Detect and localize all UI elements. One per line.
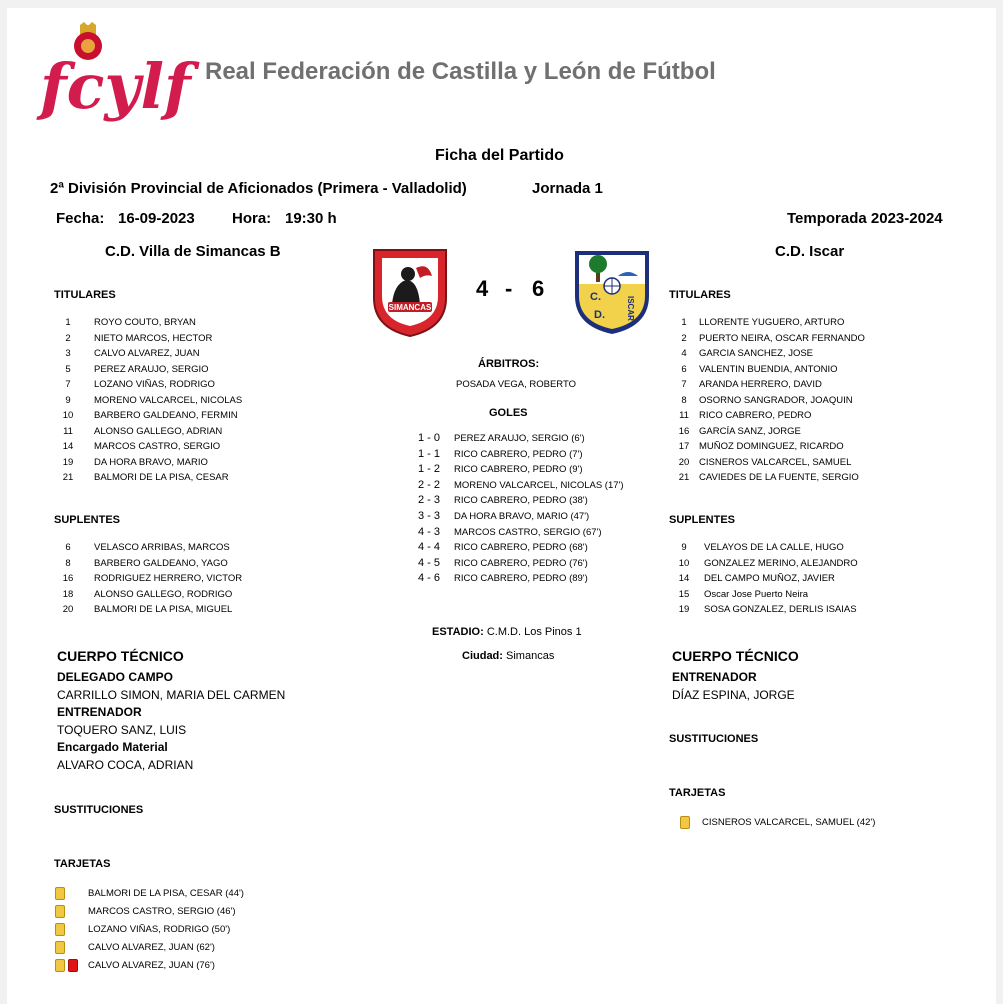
player-row: 21 CAVIEDES DE LA FUENTE, SERGIO <box>678 472 859 483</box>
staff-role: DELEGADO CAMPO <box>57 670 174 684</box>
card-row: CALVO ALVAREZ, JUAN (62') <box>55 939 355 957</box>
competition: 2ª División Provincial de Aficionados (Primera - Valladolid) <box>50 180 467 197</box>
goals-heading: GOLES <box>489 407 528 419</box>
yellow-card-icon <box>55 905 65 918</box>
staff-name: ALVARO COCA, ADRIAN <box>57 757 194 772</box>
staff-name: TOQUERO SANZ, LUIS <box>57 722 187 737</box>
card-row: MARCOS CASTRO, SERGIO (46') <box>55 903 355 921</box>
goal-row: 2 - 3 RICO CABRERO, PEDRO (38') <box>418 494 588 507</box>
goal-row: 2 - 2 MORENO VALCARCEL, NICOLAS (17') <box>418 478 624 491</box>
goals-list <box>418 431 648 587</box>
away-staff-list <box>672 669 795 704</box>
staff-role: Encargado Material <box>57 740 168 754</box>
time-label: Hora: <box>232 210 272 227</box>
goal-row: 3 - 3 DA HORA BRAVO, MARIO (47') <box>418 509 590 522</box>
player-row: 20 CISNEROS VALCARCEL, SAMUEL <box>678 456 852 468</box>
away-score: 6 <box>532 276 545 301</box>
away-subs-list <box>672 540 972 618</box>
goal-row: 4 - 4 RICO CABRERO, PEDRO (68') <box>418 541 588 554</box>
home-cards-list <box>55 885 355 975</box>
player-row: 21 BALMORI DE LA PISA, CESAR <box>62 472 229 483</box>
away-team-crest <box>572 248 652 336</box>
round: Jornada 1 <box>532 180 603 197</box>
red-card-icon <box>68 959 78 972</box>
player-row: 16 RODRIGUEZ HERRERO, VICTOR <box>62 573 243 584</box>
player-row: 15 Oscar Jose Puerto Neira <box>678 588 809 600</box>
home-staff-heading: CUERPO TÉCNICO <box>57 648 184 664</box>
home-starters-heading: TITULARES <box>54 289 116 301</box>
home-crest-text: SIMANCAS <box>388 303 432 312</box>
player-row: 5 PEREZ ARAUJO, SERGIO <box>65 363 209 375</box>
player-row: 19 DA HORA BRAVO, MARIO <box>62 456 208 468</box>
player-row: 2 PUERTO NEIRA, OSCAR FERNANDO <box>681 332 865 344</box>
player-row: 9 VELAYOS DE LA CALLE, HUGO <box>681 542 844 553</box>
home-subs-list <box>56 540 346 618</box>
player-row: 8 OSORNO SANGRADOR, JOAQUIN <box>681 394 853 406</box>
city: Ciudad: Simancas <box>462 650 555 662</box>
player-row: 7 ARANDA HERRERO, DAVID <box>681 379 822 390</box>
away-team-name: C.D. Iscar <box>775 243 845 260</box>
player-row: 17 MUÑOZ DOMINGUEZ, RICARDO <box>678 441 844 452</box>
player-row: 9 MORENO VALCARCEL, NICOLAS <box>65 394 243 406</box>
federation-name: Real Federación de Castilla y León de Fútbol <box>205 58 716 85</box>
stadium: ESTADIO: C.M.D. Los Pinos 1 <box>432 626 582 638</box>
away-crest-text-1: C. <box>590 291 601 303</box>
card-row: BALMORI DE LA PISA, CESAR (44') <box>55 885 355 903</box>
goal-row: 4 - 5 RICO CABRERO, PEDRO (76') <box>418 556 588 569</box>
referee-name: POSADA VEGA, ROBERTO <box>456 379 577 390</box>
home-cards-heading: TARJETAS <box>54 858 111 870</box>
player-row: 3 CALVO ALVAREZ, JUAN <box>65 348 200 359</box>
card-row: CALVO ALVAREZ, JUAN (76') <box>55 957 355 975</box>
yellow-card-icon <box>55 959 65 972</box>
away-starters-heading: TITULARES <box>669 289 731 301</box>
player-row: 11 ALONSO GALLEGO, ADRIAN <box>63 425 223 437</box>
home-team-crest <box>370 246 450 338</box>
time-value: 19:30 h <box>285 210 337 227</box>
away-crest-text-3: ISCAR <box>626 296 635 321</box>
yellow-card-icon <box>55 923 65 936</box>
document-title: Ficha del Partido <box>435 147 564 164</box>
home-team-name: C.D. Villa de Simancas B <box>105 243 281 260</box>
player-row: 11 RICO CABRERO, PEDRO <box>679 410 812 421</box>
player-row: 18 ALONSO GALLEGO, RODRIGO <box>62 588 233 600</box>
player-row: 14 MARCOS CASTRO, SERGIO <box>62 441 221 452</box>
away-cards-list <box>680 814 960 832</box>
home-starters-list <box>56 315 346 486</box>
card-row: CISNEROS VALCARCEL, SAMUEL (42') <box>680 814 960 832</box>
home-subs-heading: SUPLENTES <box>54 514 121 526</box>
yellow-card-icon <box>55 941 65 954</box>
player-row: 6 VELASCO ARRIBAS, MARCOS <box>65 542 230 553</box>
home-score: 4 <box>476 276 489 301</box>
goal-row: 4 - 3 MARCOS CASTRO, SERGIO (67') <box>418 525 602 538</box>
away-crest-text-2: D. <box>594 309 605 321</box>
federation-logo <box>40 22 191 132</box>
player-row: 19 SOSA GONZALEZ, DERLIS ISAIAS <box>678 604 857 615</box>
staff-role: ENTRENADOR <box>57 705 142 719</box>
staff-role: ENTRENADOR <box>672 670 757 684</box>
home-substitutions-heading: SUSTITUCIONES <box>54 804 144 816</box>
player-row: 2 NIETO MARCOS, HECTOR <box>65 332 213 344</box>
player-row: 1 LLORENTE YUGUERO, ARTURO <box>681 317 845 328</box>
player-row: 1 ROYO COUTO, BRYAN <box>65 317 196 328</box>
player-row: 4 GARCIA SANCHEZ, JOSE <box>681 348 814 359</box>
player-row: 10 BARBERO GALDEANO, FERMIN <box>62 410 238 421</box>
player-row: 6 VALENTIN BUENDIA, ANTONIO <box>681 363 838 375</box>
season: Temporada 2023-2024 <box>787 210 943 227</box>
player-row: 20 BALMORI DE LA PISA, MIGUEL <box>62 604 233 615</box>
away-staff-heading: CUERPO TÉCNICO <box>672 648 799 664</box>
away-cards-heading: TARJETAS <box>669 787 726 799</box>
player-row: 10 GONZALEZ MERINO, ALEJANDRO <box>678 557 858 569</box>
home-staff-list <box>57 669 285 774</box>
away-starters-list <box>672 315 972 486</box>
goal-row: 1 - 2 RICO CABRERO, PEDRO (9') <box>418 463 583 476</box>
logo-text: fcylf <box>40 50 191 123</box>
score-separator: - <box>505 276 513 301</box>
goal-row: 1 - 0 PEREZ ARAUJO, SERGIO (6') <box>418 432 585 444</box>
referees-heading: ÁRBITROS: <box>478 358 540 370</box>
goal-row: 4 - 6 RICO CABRERO, PEDRO (89') <box>418 572 588 585</box>
staff-name: CARRILLO SIMON, MARIA DEL CARMEN <box>57 687 286 702</box>
date-value: 16-09-2023 <box>118 210 195 227</box>
goal-row: 1 - 1 RICO CABRERO, PEDRO (7') <box>418 447 583 460</box>
player-row: 16 GARCÍA SANZ, JORGE <box>678 425 801 437</box>
away-subs-heading: SUPLENTES <box>669 514 736 526</box>
player-row: 14 DEL CAMPO MUÑOZ, JAVIER <box>678 573 835 584</box>
player-row: 8 BARBERO GALDEANO, YAGO <box>65 557 228 569</box>
away-substitutions-heading: SUSTITUCIONES <box>669 733 759 745</box>
player-row: 7 LOZANO VIÑAS, RODRIGO <box>65 379 215 390</box>
date-label: Fecha: <box>56 210 105 227</box>
card-row: LOZANO VIÑAS, RODRIGO (50') <box>55 921 355 939</box>
yellow-card-icon <box>55 887 65 900</box>
yellow-card-icon <box>680 816 690 829</box>
staff-name: DÍAZ ESPINA, JORGE <box>672 687 795 702</box>
